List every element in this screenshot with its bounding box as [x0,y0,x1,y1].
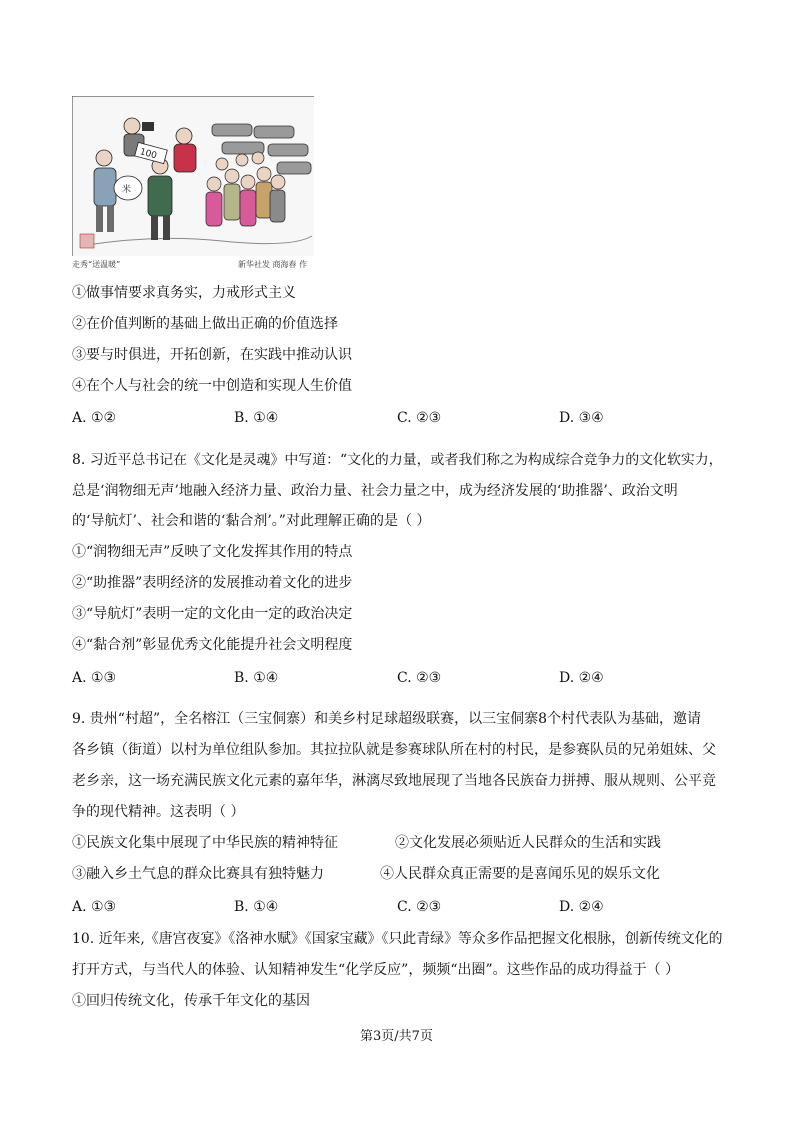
q10-stem-line-1: 10. 近年来,《唐宫夜宴》《洛神水赋》《国家宝藏》《只此青绿》等众多作品把握文化根脉，创新传统文化的 [72,931,723,947]
cartoon-illustration [72,96,314,256]
q8-stem-line-2: 总是‘润物细无声’地融入经济力量、政治力量、社会力量之中，成为经济发展的‘助推器’、政治文明 [72,483,678,499]
q9-option-b: B. ①④ [234,899,279,915]
q9-stem-line-4: 争的现代精神。这表明（ ） [72,804,245,820]
q7-statement-3: ③要与时俱进，开拓创新，在实践中推动认识 [72,347,352,363]
q10-statement-1: ①回归传统文化，传承千年文化的基因 [72,993,310,1009]
q7-statement-4: ④在个人与社会的统一中创造和实现人生价值 [72,378,352,394]
q9-statement-3: ③融入乡土气息的群众比赛具有独特魅力 [72,866,324,882]
figure-caption-credit: 新华社发 商海春 作 [238,260,308,269]
page-footer: 第3页/共7页 [360,1029,433,1044]
q7-option-c: C. ②③ [397,410,442,426]
q10-stem-line-2: 打开方式，与当代人的体验、认知精神发生“化学反应”，频频“出圈”。这些作品的成功得益于（ ） [72,962,680,978]
q8-statement-4: ④“黏合剂”彰显优秀文化能提升社会文明程度 [72,637,353,653]
q9-option-c: C. ②③ [397,899,442,915]
q8-statement-2: ②“助推器”表明经济的发展推动着文化的进步 [72,575,353,591]
q9-statement-1: ①民族文化集中展现了中华民族的精神特征 [72,835,338,851]
cartoon-drawing [72,96,314,256]
q7-statement-1: ①做事情要求真务实，力戒形式主义 [72,285,296,301]
q8-stem-line-3: 的‘导航灯’、社会和谐的‘黏合剂’。”对此理解正确的是（ ） [72,513,431,529]
svg-text:米: 米 [122,185,132,195]
q9-option-d: D. ②④ [559,899,604,915]
q9-statement-4: ④人民群众真正需要的是喜闻乐见的娱乐文化 [380,866,660,882]
q7-option-b: B. ①④ [234,410,279,426]
q8-option-c: C. ②③ [397,670,442,686]
q8-option-a: A. ①③ [72,670,117,686]
q9-stem-line-1: 9. 贵州“村超”，全名榕江（三宝侗寨）和美乡村足球超级联赛，以三宝侗寨8个村代表队为基础，邀请 [72,711,702,727]
q8-statement-1: ①“润物细无声”反映了文化发挥其作用的特点 [72,544,353,560]
figure-caption-title: 走秀“送温暖” [72,260,121,269]
q9-stem-line-2: 各乡镇（街道）以村为单位组队参加。其拉拉队就是参赛球队所在村的村民，是参赛队员的兄弟姐妹、父 [72,742,716,758]
q8-stem-line-1: 8. 习近平总书记在《文化是灵魂》中写道：“文化的力量，或者我们称之为构成综合竞争力的文化软实力， [72,452,723,468]
q7-statement-2: ②在价值判断的基础上做出正确的价值选择 [72,316,338,332]
sign-label: 100 [138,147,158,162]
q7-option-a: A. ①② [72,410,117,426]
q8-option-b: B. ①④ [234,670,279,686]
q8-option-d: D. ②④ [559,670,604,686]
q8-statement-3: ③“导航灯”表明一定的文化由一定的政治决定 [72,606,353,622]
q9-stem-line-3: 老乡亲，这一场充满民族文化元素的嘉年华，淋漓尽致地展现了当地各民族奋力拼搏、服从规则、公平竞 [72,773,716,789]
q9-statement-2: ②文化发展必须贴近人民群众的生活和实践 [395,835,661,851]
q9-option-a: A. ①③ [72,899,117,915]
q7-option-d: D. ③④ [559,410,604,426]
